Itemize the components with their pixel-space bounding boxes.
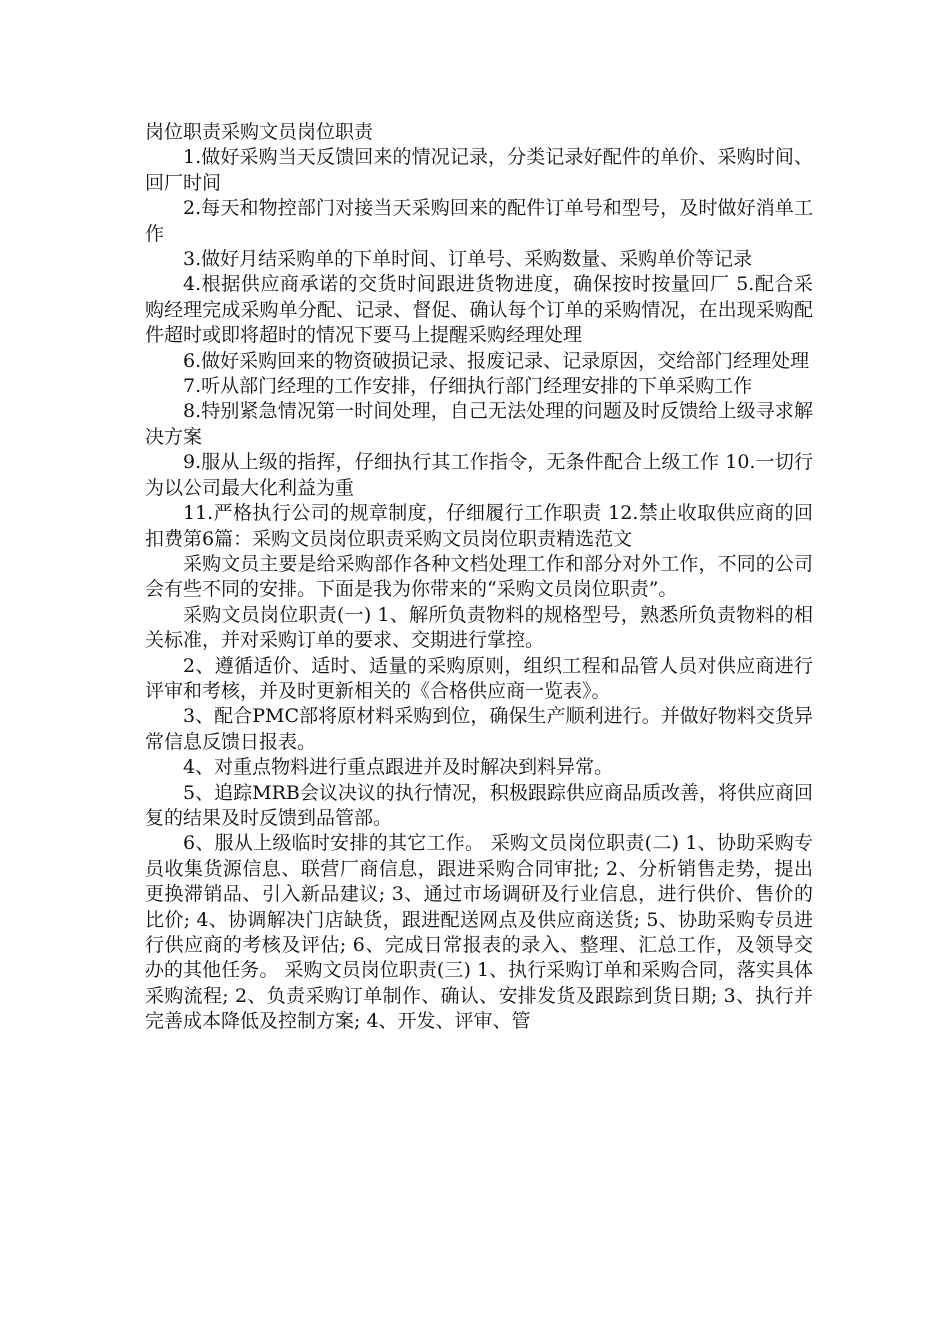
paragraph-9: 11.严格执行公司的规章制度，仔细履行工作职责 12.禁止收取供应商的回扣费第6篇：采购文员岗位职责采购文员岗位职责精选范文 <box>145 502 813 550</box>
paragraph-5: 6.做好采购回来的物资破损记录、报废记录、记录原因，交给部门经理处理 <box>183 349 810 372</box>
paragraph-16: 6、服从上级临时安排的其它工作。 采购文员岗位职责(二) 1、协助采购专员收集货源信息、联营厂商信息，跟进采购合同审批; 2、分析销售走势，提出更换滞销品、引入新品建议; 3、通过市场调研及行业信息，进行供价、售价的比价; 4、协调解决门店缺货，跟进配送网点及供应商送货; 5、协助采购专员进行供应商的考核及评估; 6、完成日常报表的录入、整理、汇总工作，及领导交办的其他任务。 采购文员岗位职责(三) 1、执行采购订单和采购合同，落实具体采购流程; 2、负责采购订单制作、确认、安排发货及跟踪到货日期; 3、执行并完善成本降低及控制方案; 4、开发、评审、管 <box>145 832 813 1033</box>
paragraph-4: 4.根据供应商承诺的交货时间跟进货物进度，确保按时按量回厂 5.配合采购经理完成采购单分配、记录、督促、确认每个订单的采购情况，在出现采购配件超时或即将超时的情况下要马上提醒采购经理处理 <box>145 273 813 347</box>
paragraph-1: 1.做好采购当天反馈回来的情况记录，分类记录好配件的单价、采购时间、回厂时间 <box>145 146 813 194</box>
paragraph-14: 4、对重点物料进行重点跟进并及时解决到料异常。 <box>183 756 614 779</box>
paragraph-2: 2.每天和物控部门对接当天采购回来的配件订单号和型号，及时做好消单工作 <box>145 197 813 245</box>
document-page <box>145 120 813 1035</box>
paragraph-11: 采购文员岗位职责(一) 1、解所负责物料的规格型号，熟悉所负责物料的相关标准，并对采购订单的要求、交期进行掌控。 <box>145 603 813 652</box>
paragraph-8: 9.服从上级的指挥，仔细执行其工作指令，无条件配合上级工作 10.一切行为以公司最大化利益为重 <box>145 451 813 499</box>
paragraph-12: 2、遵循适价、适时、适量的采购原则，组织工程和品管人员对供应商进行评审和考核，并及时更新相关的《合格供应商一览表》。 <box>145 654 813 702</box>
paragraph-10: 采购文员主要是给采购部作各种文档处理工作和部分对外工作，不同的公司会有些不同的安排。下面是我为你带来的“采购文员岗位职责”。 <box>145 552 813 601</box>
paragraph-13: 3、配合PMC部将原材料采购到位，确保生产顺利进行。并做好物料交货异常信息反馈日报表。 <box>145 705 813 753</box>
paragraph-7: 8.特别紧急情况第一时间处理，自己无法处理的问题及时反馈给上级寻求解决方案 <box>145 400 813 448</box>
paragraph-6: 7.听从部门经理的工作安排，仔细执行部门经理安排的下单采购工作 <box>183 375 753 398</box>
paragraph-15: 5、追踪MRB会议决议的执行情况，积极跟踪供应商品质改善，将供应商回复的结果及时反馈到品管部。 <box>145 781 813 829</box>
document-title: 岗位职责采购文员岗位职责 <box>145 121 374 143</box>
paragraph-3: 3.做好月结采购单的下单时间、订单号、采购数量、采购单价等记录 <box>183 248 753 271</box>
